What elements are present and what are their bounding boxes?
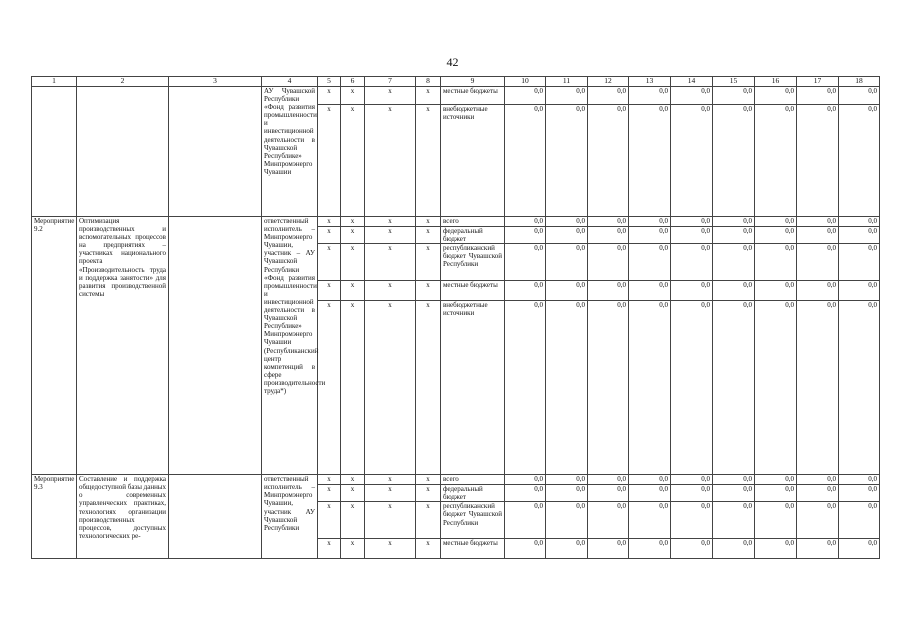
amount-cell: 0,0 bbox=[546, 539, 588, 559]
column-number-header: 9 bbox=[441, 77, 505, 87]
column-number-header: 14 bbox=[671, 77, 713, 87]
code-cell: x bbox=[318, 281, 341, 301]
amount-cell: 0,0 bbox=[588, 475, 629, 485]
amount-cell: 0,0 bbox=[629, 539, 671, 559]
column-number-header: 11 bbox=[546, 77, 588, 87]
code-cell: x bbox=[341, 539, 365, 559]
amount-cell: 0,0 bbox=[671, 485, 713, 502]
column-number-header: 8 bbox=[416, 77, 441, 87]
code-cell: x bbox=[318, 105, 341, 217]
amount-cell: 0,0 bbox=[797, 475, 839, 485]
amount-cell: 0,0 bbox=[505, 244, 546, 281]
amount-cell: 0,0 bbox=[546, 87, 588, 105]
amount-cell: 0,0 bbox=[755, 281, 797, 301]
amount-cell: 0,0 bbox=[713, 502, 755, 539]
code-cell: x bbox=[365, 244, 416, 281]
amount-cell: 0,0 bbox=[755, 485, 797, 502]
amount-cell: 0,0 bbox=[755, 244, 797, 281]
amount-cell: 0,0 bbox=[713, 105, 755, 217]
code-cell: x bbox=[365, 539, 416, 559]
amount-cell: 0,0 bbox=[839, 301, 880, 475]
code-cell: x bbox=[341, 227, 365, 244]
amount-cell: 0,0 bbox=[755, 87, 797, 105]
amount-cell: 0,0 bbox=[671, 87, 713, 105]
code-cell: x bbox=[341, 105, 365, 217]
amount-cell: 0,0 bbox=[671, 502, 713, 539]
amount-cell: 0,0 bbox=[546, 301, 588, 475]
amount-cell: 0,0 bbox=[755, 217, 797, 227]
budget-table bbox=[31, 76, 880, 559]
amount-cell: 0,0 bbox=[629, 87, 671, 105]
amount-cell: 0,0 bbox=[797, 244, 839, 281]
code-cell: x bbox=[341, 301, 365, 475]
amount-cell: 0,0 bbox=[505, 227, 546, 244]
amount-cell: 0,0 bbox=[755, 105, 797, 217]
amount-cell: 0,0 bbox=[839, 539, 880, 559]
amount-cell: 0,0 bbox=[713, 475, 755, 485]
code-cell: x bbox=[365, 281, 416, 301]
executor-cell: АУ Чувашской Республики «Фонд развития промышленности и инвестиционной деятельности в Чувашской Республике» Минпромэнерго Чувашии bbox=[262, 87, 318, 217]
amount-cell: 0,0 bbox=[713, 87, 755, 105]
funding-source-cell: федеральный бюджет bbox=[441, 485, 505, 502]
funding-source-cell: всего bbox=[441, 217, 505, 227]
code-cell: x bbox=[416, 281, 441, 301]
amount-cell: 0,0 bbox=[629, 217, 671, 227]
amount-cell: 0,0 bbox=[755, 301, 797, 475]
code-cell: x bbox=[318, 244, 341, 281]
funding-source-cell: местные бюджеты bbox=[441, 281, 505, 301]
amount-cell: 0,0 bbox=[797, 301, 839, 475]
amount-cell: 0,0 bbox=[546, 475, 588, 485]
event-cell bbox=[32, 87, 77, 217]
amount-cell: 0,0 bbox=[588, 87, 629, 105]
code-cell: x bbox=[365, 502, 416, 539]
amount-cell: 0,0 bbox=[588, 227, 629, 244]
code-cell: x bbox=[341, 502, 365, 539]
page-number: 42 bbox=[446, 55, 459, 69]
amount-cell: 0,0 bbox=[713, 485, 755, 502]
code-cell: x bbox=[416, 502, 441, 539]
amount-cell: 0,0 bbox=[713, 281, 755, 301]
code-cell: x bbox=[341, 87, 365, 105]
amount-cell: 0,0 bbox=[671, 244, 713, 281]
amount-cell: 0,0 bbox=[839, 227, 880, 244]
amount-cell: 0,0 bbox=[797, 217, 839, 227]
amount-cell: 0,0 bbox=[713, 227, 755, 244]
funding-source-cell: местные бюджеты bbox=[441, 539, 505, 559]
amount-cell: 0,0 bbox=[755, 539, 797, 559]
amount-cell: 0,0 bbox=[505, 475, 546, 485]
amount-cell: 0,0 bbox=[588, 244, 629, 281]
funding-source-cell: республиканский бюджет Чувашской Республики bbox=[441, 244, 505, 281]
amount-cell: 0,0 bbox=[671, 105, 713, 217]
amount-cell: 0,0 bbox=[839, 87, 880, 105]
amount-cell: 0,0 bbox=[797, 539, 839, 559]
amount-cell: 0,0 bbox=[713, 217, 755, 227]
column-number-header: 17 bbox=[797, 77, 839, 87]
amount-cell: 0,0 bbox=[629, 227, 671, 244]
code-cell: x bbox=[416, 475, 441, 485]
amount-cell: 0,0 bbox=[797, 87, 839, 105]
code-cell: x bbox=[365, 485, 416, 502]
amount-cell: 0,0 bbox=[546, 281, 588, 301]
amount-cell: 0,0 bbox=[588, 217, 629, 227]
code-cell: x bbox=[416, 539, 441, 559]
amount-cell: 0,0 bbox=[797, 105, 839, 217]
amount-cell: 0,0 bbox=[505, 87, 546, 105]
amount-cell: 0,0 bbox=[755, 502, 797, 539]
amount-cell: 0,0 bbox=[839, 502, 880, 539]
event-cell: Мероприятие 9.3 bbox=[32, 475, 77, 559]
code-cell: x bbox=[365, 475, 416, 485]
code-cell: x bbox=[318, 227, 341, 244]
funding-source-cell: внебюджетные источники bbox=[441, 301, 505, 475]
funding-source-cell: республиканский бюджет Чувашской Республики bbox=[441, 502, 505, 539]
amount-cell: 0,0 bbox=[713, 244, 755, 281]
amount-cell: 0,0 bbox=[588, 502, 629, 539]
code-cell: x bbox=[341, 475, 365, 485]
amount-cell: 0,0 bbox=[671, 475, 713, 485]
column-number-header: 7 bbox=[365, 77, 416, 87]
code-cell: x bbox=[365, 87, 416, 105]
table-row bbox=[32, 87, 880, 105]
description-cell: Составление и поддержка общедоступной базы данных о современных управленческих практиках, технологиях организации производственных процессов, доступных технологических ре- bbox=[77, 475, 169, 559]
column-number-header: 2 bbox=[77, 77, 169, 87]
event-cell: Мероприятие 9.2 bbox=[32, 217, 77, 475]
amount-cell: 0,0 bbox=[839, 244, 880, 281]
amount-cell: 0,0 bbox=[629, 105, 671, 217]
column-number-header: 1 bbox=[32, 77, 77, 87]
amount-cell: 0,0 bbox=[755, 475, 797, 485]
amount-cell: 0,0 bbox=[755, 227, 797, 244]
amount-cell: 0,0 bbox=[671, 227, 713, 244]
code-cell: x bbox=[318, 87, 341, 105]
code-cell: x bbox=[318, 539, 341, 559]
code-cell: x bbox=[416, 217, 441, 227]
code-cell: x bbox=[416, 301, 441, 475]
column-number-row bbox=[32, 77, 880, 87]
column-number-header: 5 bbox=[318, 77, 341, 87]
column-3-cell bbox=[169, 87, 262, 217]
amount-cell: 0,0 bbox=[505, 105, 546, 217]
code-cell: x bbox=[416, 227, 441, 244]
budget-table-body bbox=[32, 77, 880, 559]
amount-cell: 0,0 bbox=[797, 227, 839, 244]
amount-cell: 0,0 bbox=[671, 217, 713, 227]
amount-cell: 0,0 bbox=[546, 217, 588, 227]
code-cell: x bbox=[341, 281, 365, 301]
funding-source-cell: внебюджетные источники bbox=[441, 105, 505, 217]
amount-cell: 0,0 bbox=[588, 105, 629, 217]
code-cell: x bbox=[365, 105, 416, 217]
description-cell: Оптимизация производственных и вспомогательных процессов на предприятиях – участниках национального проекта «Производительность труда и поддержка занятости» для развития производственной системы bbox=[77, 217, 169, 475]
amount-cell: 0,0 bbox=[505, 502, 546, 539]
amount-cell: 0,0 bbox=[546, 502, 588, 539]
code-cell: x bbox=[416, 485, 441, 502]
amount-cell: 0,0 bbox=[839, 217, 880, 227]
amount-cell: 0,0 bbox=[671, 539, 713, 559]
description-cell bbox=[77, 87, 169, 217]
code-cell: x bbox=[365, 227, 416, 244]
amount-cell: 0,0 bbox=[797, 502, 839, 539]
amount-cell: 0,0 bbox=[505, 301, 546, 475]
amount-cell: 0,0 bbox=[546, 105, 588, 217]
amount-cell: 0,0 bbox=[629, 502, 671, 539]
code-cell: x bbox=[318, 475, 341, 485]
column-number-header: 4 bbox=[262, 77, 318, 87]
column-number-header: 16 bbox=[755, 77, 797, 87]
column-number-header: 15 bbox=[713, 77, 755, 87]
code-cell: x bbox=[318, 217, 341, 227]
column-3-cell bbox=[169, 475, 262, 559]
amount-cell: 0,0 bbox=[546, 227, 588, 244]
executor-cell: ответственный исполнитель – Минпромэнерго Чувашии, участник – АУ Чувашской Республики «Фонд развития промышленности и инвестиционной деятельности в Чувашской Республике» Минпромэнерго Чувашии (Республиканский центр компетенций в сфере производительности труда*) bbox=[262, 217, 318, 475]
table-row bbox=[32, 217, 880, 227]
executor-cell: ответственный исполнитель – Минпромэнерго Чувашии, участник АУ Чувашской Республики bbox=[262, 475, 318, 559]
amount-cell: 0,0 bbox=[629, 301, 671, 475]
amount-cell: 0,0 bbox=[588, 485, 629, 502]
amount-cell: 0,0 bbox=[671, 281, 713, 301]
amount-cell: 0,0 bbox=[629, 244, 671, 281]
amount-cell: 0,0 bbox=[839, 475, 880, 485]
amount-cell: 0,0 bbox=[797, 281, 839, 301]
amount-cell: 0,0 bbox=[629, 281, 671, 301]
amount-cell: 0,0 bbox=[797, 485, 839, 502]
amount-cell: 0,0 bbox=[839, 105, 880, 217]
column-number-header: 6 bbox=[341, 77, 365, 87]
code-cell: x bbox=[318, 485, 341, 502]
amount-cell: 0,0 bbox=[505, 281, 546, 301]
amount-cell: 0,0 bbox=[713, 301, 755, 475]
amount-cell: 0,0 bbox=[546, 244, 588, 281]
code-cell: x bbox=[341, 485, 365, 502]
amount-cell: 0,0 bbox=[546, 485, 588, 502]
column-3-cell bbox=[169, 217, 262, 475]
column-number-header: 12 bbox=[588, 77, 629, 87]
amount-cell: 0,0 bbox=[505, 485, 546, 502]
funding-source-cell: местные бюджеты bbox=[441, 87, 505, 105]
amount-cell: 0,0 bbox=[588, 301, 629, 475]
amount-cell: 0,0 bbox=[505, 217, 546, 227]
code-cell: x bbox=[416, 105, 441, 217]
amount-cell: 0,0 bbox=[713, 539, 755, 559]
code-cell: x bbox=[365, 217, 416, 227]
code-cell: x bbox=[318, 502, 341, 539]
column-number-header: 18 bbox=[839, 77, 880, 87]
amount-cell: 0,0 bbox=[671, 301, 713, 475]
code-cell: x bbox=[416, 87, 441, 105]
amount-cell: 0,0 bbox=[588, 539, 629, 559]
code-cell: x bbox=[365, 301, 416, 475]
column-number-header: 3 bbox=[169, 77, 262, 87]
code-cell: x bbox=[416, 244, 441, 281]
column-number-header: 13 bbox=[629, 77, 671, 87]
code-cell: x bbox=[341, 217, 365, 227]
amount-cell: 0,0 bbox=[505, 539, 546, 559]
amount-cell: 0,0 bbox=[839, 281, 880, 301]
funding-source-cell: федеральный бюджет bbox=[441, 227, 505, 244]
amount-cell: 0,0 bbox=[588, 281, 629, 301]
code-cell: x bbox=[341, 244, 365, 281]
column-number-header: 10 bbox=[505, 77, 546, 87]
amount-cell: 0,0 bbox=[629, 485, 671, 502]
code-cell: x bbox=[318, 301, 341, 475]
amount-cell: 0,0 bbox=[839, 485, 880, 502]
funding-source-cell: всего bbox=[441, 475, 505, 485]
amount-cell: 0,0 bbox=[629, 475, 671, 485]
table-row bbox=[32, 475, 880, 485]
